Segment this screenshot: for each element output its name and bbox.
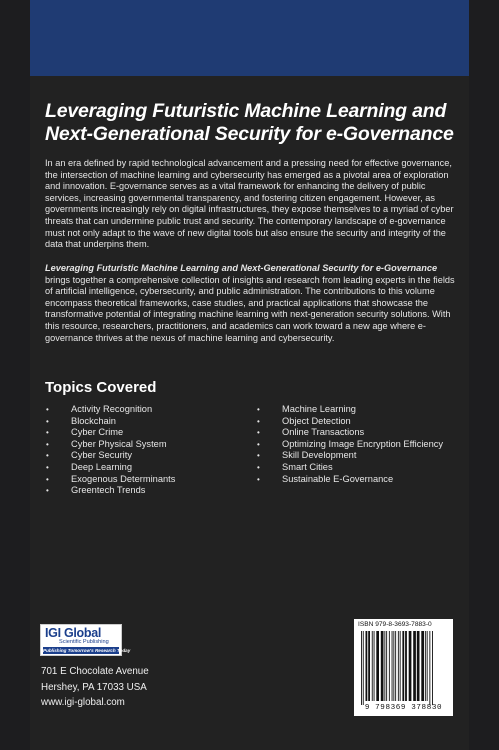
topic-item: • Activity Recognition bbox=[45, 404, 175, 416]
publisher-address bbox=[41, 664, 149, 711]
topic-item: • Optimizing Image Encryption Efficiency bbox=[256, 439, 443, 451]
description-paragraph-2 bbox=[45, 263, 460, 344]
paragraph-2-body: brings together a comprehensive collection of insights and research from leading experts in the fields of artificial intelligence, cybersecurity, and public administration. The contributions to this volume encompass theoretical frameworks, case studies, and practical applications that showcase the transformative potential of integrating machine learning with next-generation security solutions. With this resource, researchers, practitioners, and academics can work toward a new age where e-governance thrives at the nexus of machine learning and cybersecurity. bbox=[45, 274, 455, 343]
barcode-bar bbox=[427, 631, 428, 701]
topic-item: • Smart Cities bbox=[256, 462, 443, 474]
barcode-bar bbox=[386, 631, 387, 701]
logo-subtitle: Scientific Publishing bbox=[59, 639, 109, 645]
topics-list-column-2 bbox=[256, 404, 443, 485]
topics-heading: Topics Covered bbox=[45, 379, 157, 396]
barcode-bar bbox=[417, 631, 420, 701]
publisher-website: www.igi-global.com bbox=[41, 697, 125, 708]
topic-item: • Object Detection bbox=[256, 416, 443, 428]
isbn-barcode bbox=[354, 619, 453, 716]
top-color-band bbox=[30, 0, 469, 76]
book-title: Leveraging Futuristic Machine Learning and Next-Generational Security for e-Governance bbox=[45, 100, 454, 145]
topic-item: • Online Transactions bbox=[256, 427, 443, 439]
barcode-bar bbox=[425, 631, 426, 701]
barcode-bar bbox=[366, 631, 368, 701]
barcode-bar bbox=[405, 631, 407, 701]
topic-item: • Exogenous Determinants bbox=[45, 474, 175, 486]
barcode-bar bbox=[363, 631, 364, 705]
barcode-bar bbox=[409, 631, 412, 701]
topic-item: • Skill Development bbox=[256, 450, 443, 462]
barcode-bar bbox=[392, 631, 393, 701]
isbn-label: ISBN 979-8-3693-7883-0 bbox=[358, 621, 432, 628]
barcode-bar bbox=[374, 631, 375, 701]
topic-item: • Sustainable E-Governance bbox=[256, 474, 443, 486]
barcode-bar bbox=[393, 631, 394, 701]
topic-item: • Greentech Trends bbox=[45, 485, 175, 497]
igi-global-logo bbox=[40, 624, 131, 656]
barcode-bars bbox=[360, 631, 447, 705]
barcode-bar bbox=[400, 631, 401, 701]
barcode-bar bbox=[413, 631, 416, 701]
topic-item: • Cyber Crime bbox=[45, 427, 175, 439]
barcode-number: 9 798369 378830 bbox=[364, 704, 443, 712]
address-line-2: Hershey, PA 17033 USA bbox=[41, 681, 147, 693]
barcode-bar bbox=[429, 631, 430, 705]
barcode-bar bbox=[421, 631, 424, 701]
barcode-bar bbox=[368, 631, 370, 701]
logo-tagline: Publishing Tomorrow's Research Today bbox=[43, 648, 131, 653]
address-line-1: 701 E Chocolate Avenue bbox=[41, 666, 149, 677]
topic-item: • Cyber Physical System bbox=[45, 439, 175, 451]
topics-list-column-1 bbox=[45, 404, 175, 497]
topic-item: • Blockchain bbox=[45, 416, 175, 428]
logo-name: IGI Global bbox=[45, 626, 102, 640]
barcode-bar bbox=[361, 631, 362, 705]
barcode-bar bbox=[432, 631, 433, 705]
barcode-bar bbox=[395, 631, 396, 701]
topic-item: • Machine Learning bbox=[256, 404, 443, 416]
topic-item: • Cyber Security bbox=[45, 450, 175, 462]
barcode-bar bbox=[384, 631, 385, 701]
barcode-bar bbox=[402, 631, 404, 701]
barcode-bar bbox=[376, 631, 379, 701]
barcode-bar bbox=[389, 631, 390, 701]
paragraph-2-title-lead: Leveraging Futuristic Machine Learning and Next-Generational Security for e-Governance bbox=[45, 263, 438, 273]
barcode-bar bbox=[381, 631, 384, 701]
barcode-bar bbox=[398, 631, 399, 701]
topic-item: • Deep Learning bbox=[45, 462, 175, 474]
barcode-bar bbox=[372, 631, 373, 701]
description-paragraph-1: In an era defined by rapid technological advancement and a pressing need for effective governance, the intersection of machine learning and cybersecurity has emerged as a pivotal area of exploration and innovation. E-governance serves as a vital framework for enhancing the delivery of public services, increasing governmental transparency, and fostering citizen engagement. However, as governments increasingly rely on digital infrastructures, they expose themselves to a myriad of cyber threats that can undermine public trust and security. The contemporary landscape of e-governance must not only adapt to the wave of new digital tools but also ensure the security and integrity of the data that underpins them. bbox=[45, 158, 454, 250]
